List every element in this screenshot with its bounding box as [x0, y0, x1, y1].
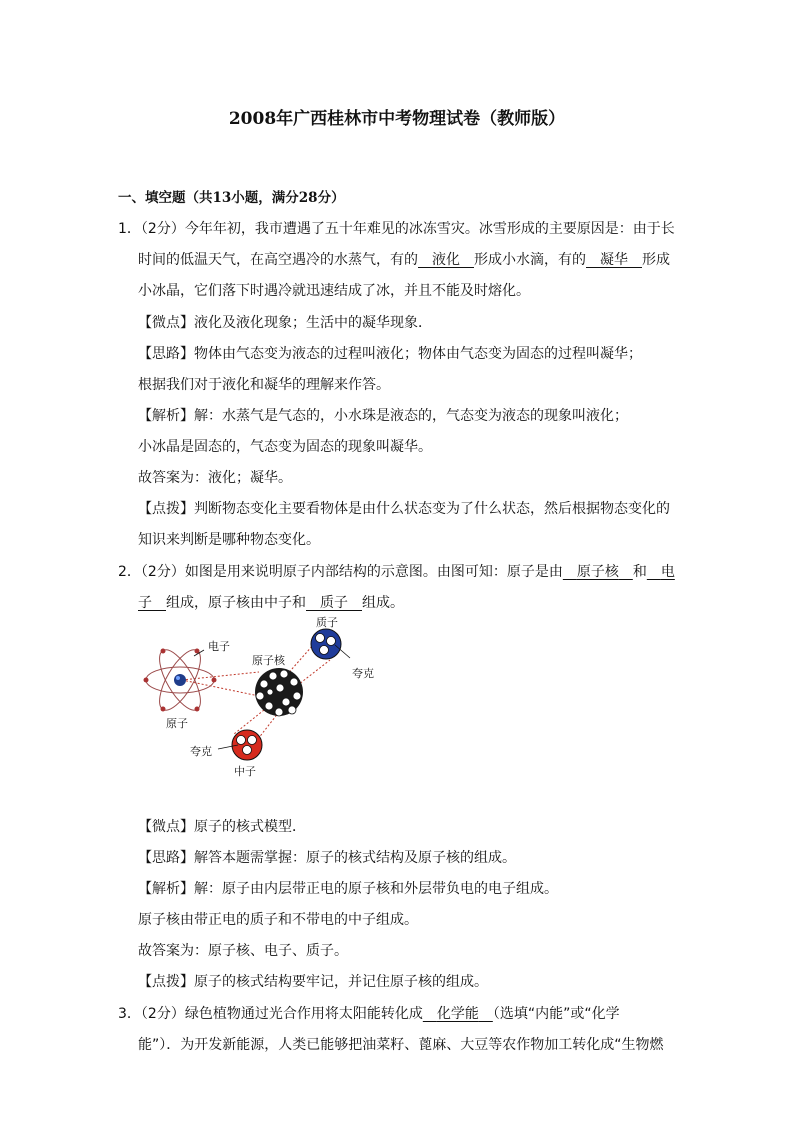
- q2-stem-text: 组成，原子核由中子和: [166, 595, 306, 611]
- electron-dot: [195, 707, 200, 712]
- q1-answer: 故答案为：液化；凝华。: [138, 470, 292, 486]
- q3-stem-line-1: [118, 1004, 620, 1024]
- electron-dot: [161, 649, 166, 654]
- q1-stem-line-1: 1．（2分）今年年初，我市遭遇了五十年难见的冰冻雪灾。冰雪形成的主要原因是：由于长: [118, 221, 675, 237]
- neutron-model: [218, 730, 262, 760]
- electron-dot: [161, 707, 166, 712]
- atom-structure-figure: [134, 614, 404, 784]
- q1-dianbo-line-1: 【点拨】判断物态变化主要看物体是由什么状态变为了什么状态，然后根据物态变化的: [138, 501, 670, 517]
- atom-nucleus-dot: [174, 674, 186, 686]
- electron-dot: [212, 678, 217, 683]
- label-electron: 电子: [208, 640, 230, 653]
- label-proton: 质子: [316, 616, 338, 629]
- label-neutron: 中子: [234, 765, 256, 778]
- q1-stem-text: 形成: [642, 252, 670, 268]
- q1-stem-text: 时间的低温天气，在高空遇冷的水蒸气，有的: [138, 252, 418, 268]
- q3-stem-text: （选填“内能”或“化学: [492, 1006, 620, 1022]
- q1-weidian: 【微点】液化及液化现象；生活中的凝华现象．: [138, 315, 432, 331]
- nucleus-cluster: [255, 668, 303, 716]
- q2-answer-2b: 子: [138, 595, 152, 611]
- q3-stem-line-2: 能”）．为开发新能源，人类已能够把油菜籽、蓖麻、大豆等农作物加工转化成“生物燃: [138, 1037, 664, 1053]
- label-quark-neutron: 夸克: [190, 745, 212, 758]
- q3-stem-text: 3．（2分）绿色植物通过光合作用将太阳能转化成: [118, 1006, 423, 1022]
- q2-stem-text: 组成。: [362, 595, 404, 611]
- q2-answer: 故答案为：原子核、电子、质子。: [138, 943, 348, 959]
- q2-stem-text: 和: [632, 564, 647, 580]
- proton-model: [311, 629, 350, 659]
- q1-answer-1: 液化: [432, 252, 460, 268]
- label-nucleus: 原子核: [252, 654, 285, 667]
- q2-weidian: 【微点】原子的核式模型．: [138, 819, 306, 835]
- q2-stem-text: 2．（2分）如图是用来说明原子内部结构的示意图。由图可知：原子是由: [118, 564, 563, 580]
- q2-dianbo: 【点拨】原子的核式结构要牢记，并记住原子核的组成。: [138, 974, 488, 990]
- q1-stem-line-3: 小冰晶，它们落下时遇冷就迅速结成了冰，并且不能及时熔化。: [138, 283, 530, 299]
- q2-answer-3: 质子: [320, 595, 348, 611]
- q1-stem-line-2: [138, 250, 670, 270]
- label-atom: 原子: [166, 717, 188, 730]
- q2-stem-line-1: [118, 562, 675, 582]
- atom-model: [144, 644, 217, 716]
- q1-jiexi-line-2: 小冰晶是固态的，气态变为固态的现象叫凝华。: [138, 439, 432, 455]
- q1-silu-line-1: 【思路】物体由气态变为液态的过程叫液化；物体由气态变为固态的过程叫凝华；: [138, 346, 642, 362]
- q2-answer-2a: 电: [660, 564, 675, 580]
- q1-jiexi-line-1: 【解析】解：水蒸气是气态的，小水珠是液态的，气态变为液态的现象叫液化；: [138, 408, 628, 424]
- q2-jiexi-line-2: 原子核由带正电的质子和不带电的中子组成。: [138, 912, 418, 928]
- q1-stem-text: 形成小水滴，有的: [474, 252, 586, 268]
- q2-jiexi-line-1: 【解析】解：原子由内层带正电的原子核和外层带负电的电子组成。: [138, 881, 558, 897]
- q2-stem-line-2: [138, 593, 404, 613]
- electron-dot: [144, 678, 149, 683]
- page-title: 2008年广西桂林市中考物理试卷（教师版）: [228, 109, 566, 129]
- q1-silu-line-2: 根据我们对于液化和凝华的理解来作答。: [138, 377, 390, 393]
- q2-silu: 【思路】解答本题需掌握：原子的核式结构及原子核的组成。: [138, 850, 516, 866]
- label-quark-proton: 夸克: [352, 667, 374, 680]
- q2-answer-1: 原子核: [576, 564, 619, 580]
- q1-answer-2: 凝华: [600, 252, 628, 268]
- q3-answer-1: 化学能: [436, 1006, 479, 1022]
- q1-dianbo-line-2: 知识来判断是哪种物态变化。: [138, 532, 320, 548]
- section-heading: 一、填空题（共13小题，满分28分）: [118, 190, 345, 206]
